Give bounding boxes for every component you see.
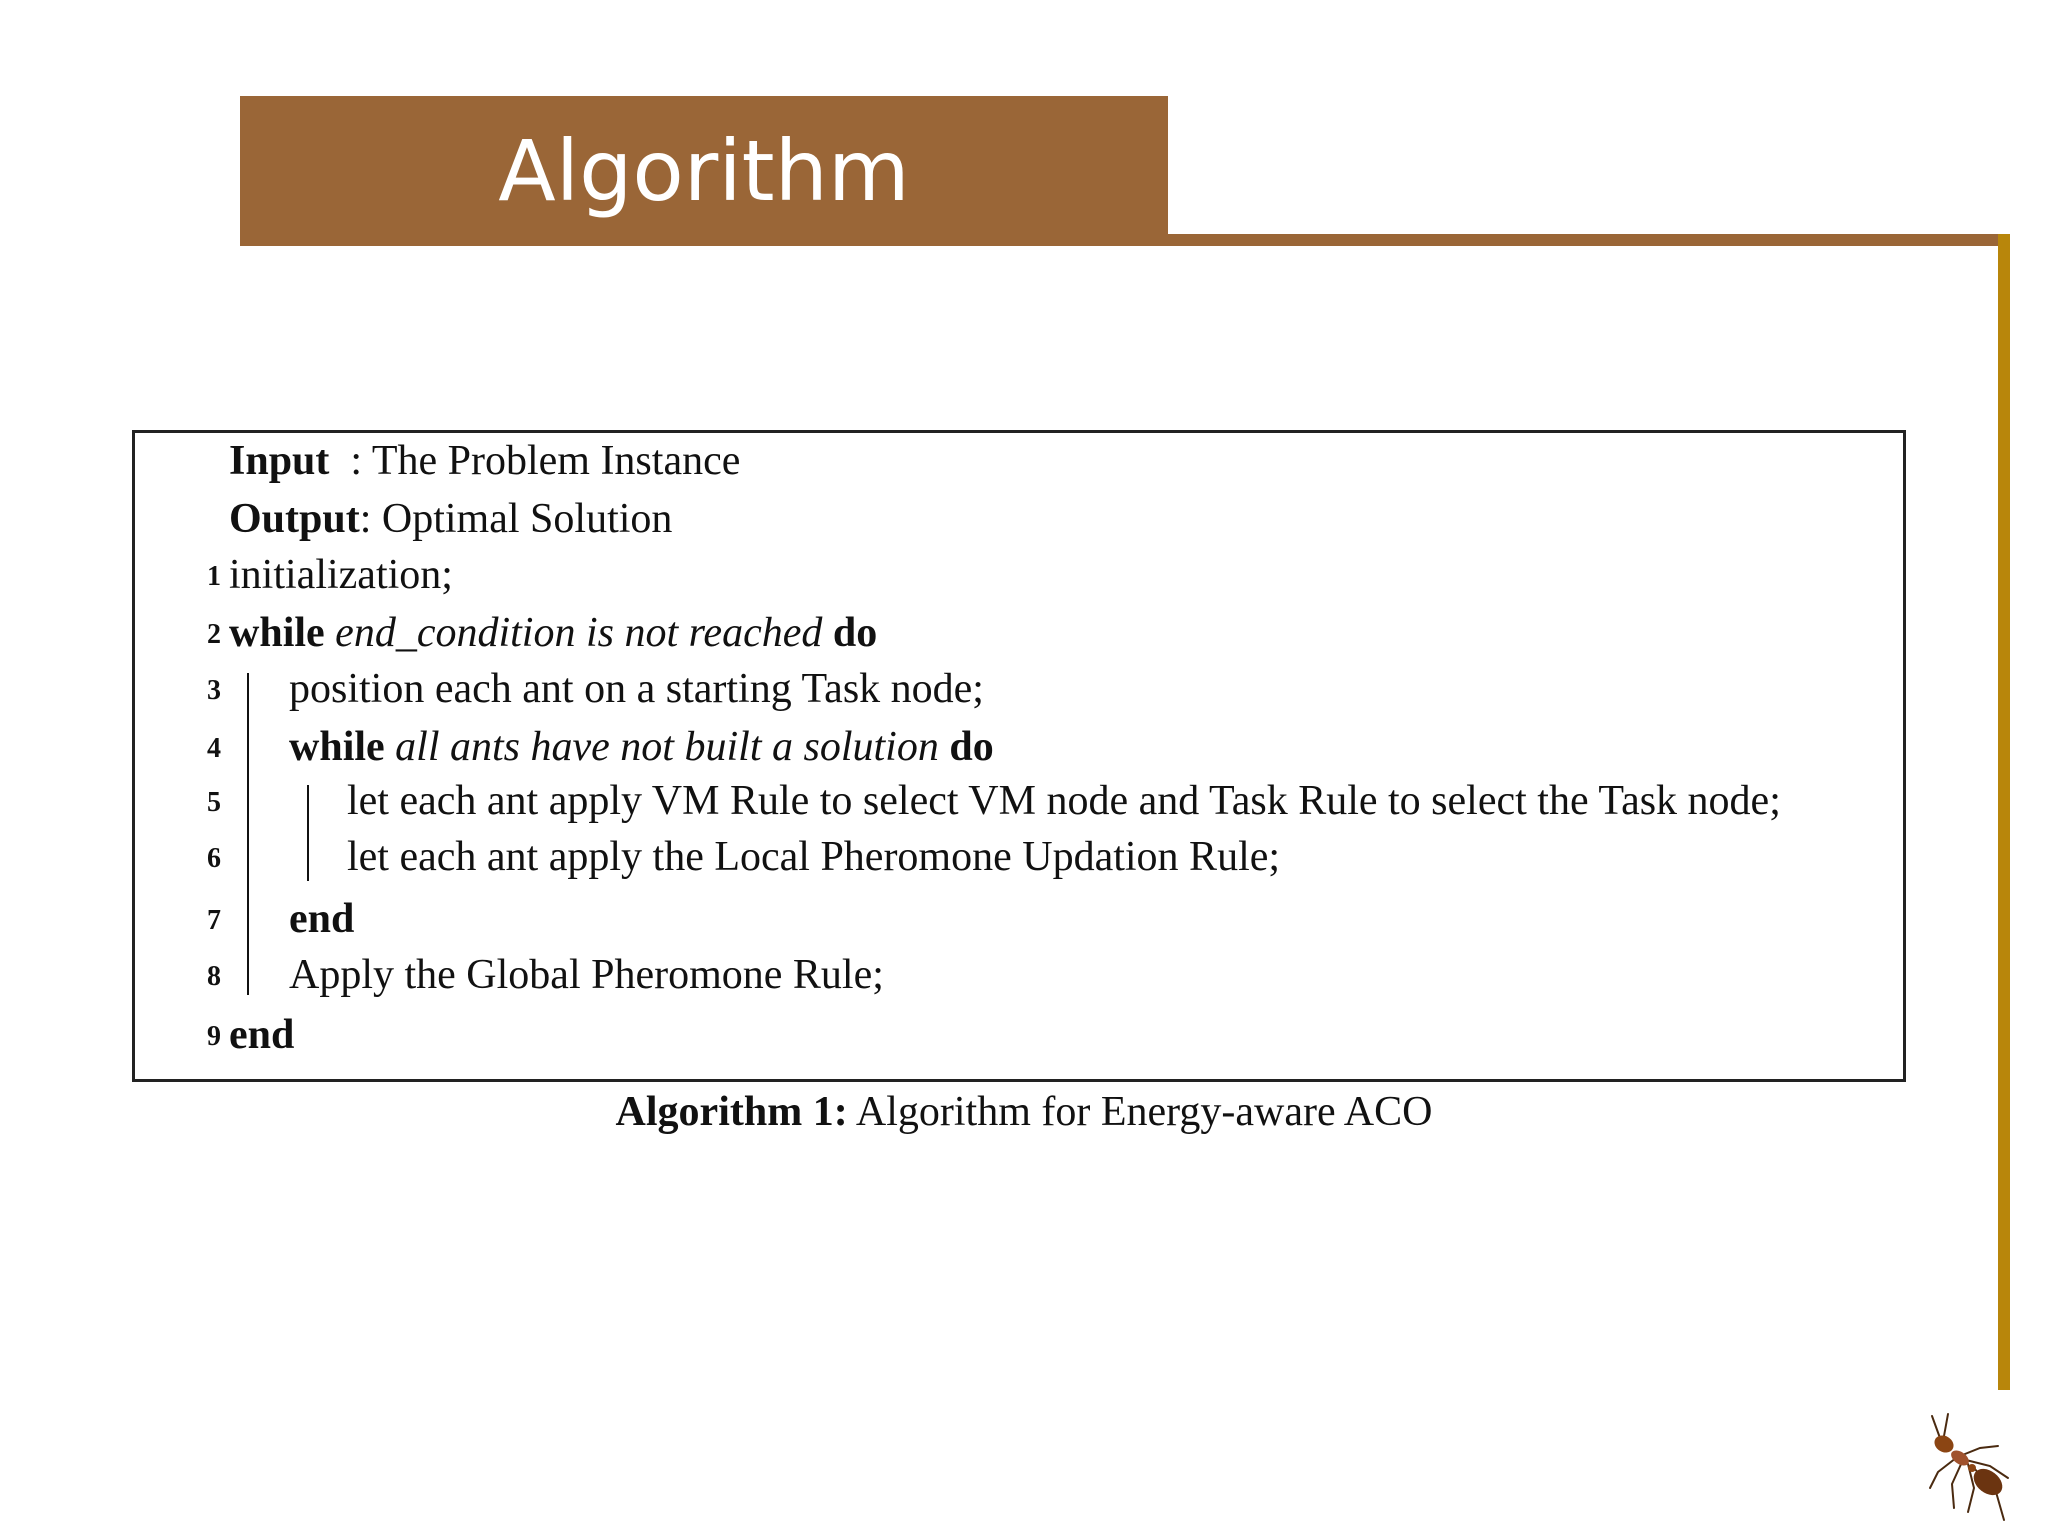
line-8-text: Apply the Global Pheromone Rule; <box>289 952 884 998</box>
title-bar <box>240 96 1168 246</box>
output-value: Optimal Solution <box>381 496 673 542</box>
line-2-keyword-while: while <box>229 610 325 656</box>
slide-title: Algorithm <box>498 122 910 220</box>
inner-while-block-bar <box>307 785 309 881</box>
caption-label: Algorithm 1: <box>615 1089 848 1135</box>
line-3-text: position each ant on a starting Task node; <box>289 666 984 712</box>
output-label: Output <box>229 496 360 542</box>
line-6-text: let each ant apply the Local Pheromone Updation Rule; <box>347 834 1281 880</box>
caption-text: Algorithm for Energy-aware ACO <box>847 1089 1433 1135</box>
line-9-keyword-end: end <box>229 1012 295 1058</box>
algorithm-box <box>132 430 1906 1082</box>
decorative-bracket-right <box>1998 234 2010 1390</box>
line-number-7: 7 <box>207 905 221 936</box>
line-number-1: 1 <box>207 561 221 592</box>
line-2-keyword-do: do <box>832 610 878 656</box>
line-number-3: 3 <box>207 675 221 706</box>
ant-icon <box>1908 1408 2028 1528</box>
line-7-keyword-end: end <box>289 896 355 942</box>
line-1-text: initialization; <box>229 552 453 598</box>
input-separator: : <box>329 438 372 484</box>
line-number-6: 6 <box>207 843 221 874</box>
line-number-4: 4 <box>207 733 221 764</box>
line-number-9: 9 <box>207 1021 221 1052</box>
input-value: The Problem Instance <box>371 438 741 484</box>
output-separator: : <box>359 496 382 542</box>
line-5-text: let each ant apply VM Rule to select VM node and Task Rule to select the Task node; <box>347 778 1781 824</box>
line-number-2: 2 <box>207 619 221 650</box>
decorative-bracket-top <box>1168 234 2008 246</box>
line-number-8: 8 <box>207 961 221 992</box>
outer-while-block-bar <box>247 673 249 995</box>
line-number-5: 5 <box>207 787 221 818</box>
line-2-condition: end_condition is not reached <box>335 610 823 656</box>
algorithm-caption <box>0 1080 2048 1144</box>
line-4-keyword-while: while <box>289 724 385 770</box>
input-label: Input <box>229 438 330 484</box>
line-4-condition: all ants have not built a solution <box>395 724 939 770</box>
line-4-keyword-do: do <box>949 724 994 770</box>
